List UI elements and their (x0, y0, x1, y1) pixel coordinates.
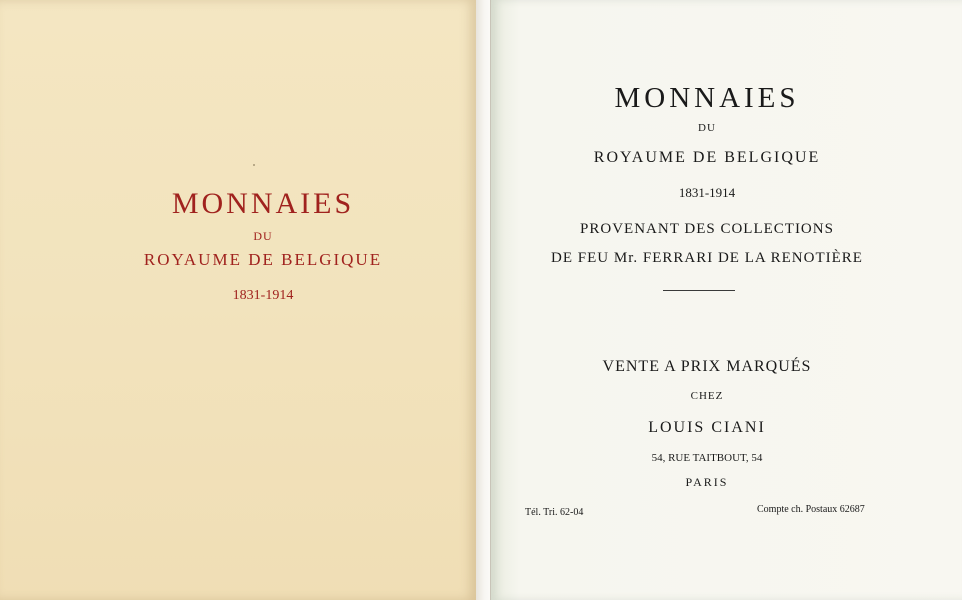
title-page-du: DU (698, 122, 716, 134)
page-gap (476, 0, 490, 600)
dealer-name: LOUIS CIANI (648, 419, 766, 436)
cover-du: DU (253, 229, 273, 243)
title-page-kingdom: ROYAUME DE BELGIQUE (593, 149, 821, 166)
phone-number: Tél. Tri. 62-04 (525, 507, 584, 518)
sale-heading: VENTE A PRIX MARQUÉS (602, 358, 812, 375)
cover-years: 1831-1914 (232, 288, 294, 303)
dealer-address: 54, RUE TAITBOUT, 54 (651, 452, 763, 464)
chez-label: CHEZ (690, 390, 724, 402)
postal-account: Compte ch. Postaux 62687 (757, 504, 865, 515)
dealer-city: PARIS (685, 475, 729, 489)
cover-title: MONNAIES (171, 187, 355, 220)
collection-line-2: DE FEU Mr. FERRARI DE LA RENOTIÈRE (551, 250, 863, 266)
catalogue-cover (0, 0, 476, 600)
paper-speck (253, 164, 255, 166)
title-page-title: MONNAIES (614, 82, 800, 114)
collection-line-1: PROVENANT DES COLLECTIONS (580, 221, 834, 237)
title-page-years: 1831-1914 (678, 185, 736, 200)
title-page (490, 0, 962, 600)
cover-kingdom: ROYAUME DE BELGIQUE (143, 250, 383, 269)
cover-title-block (60, 188, 466, 304)
divider-rule (663, 290, 735, 291)
